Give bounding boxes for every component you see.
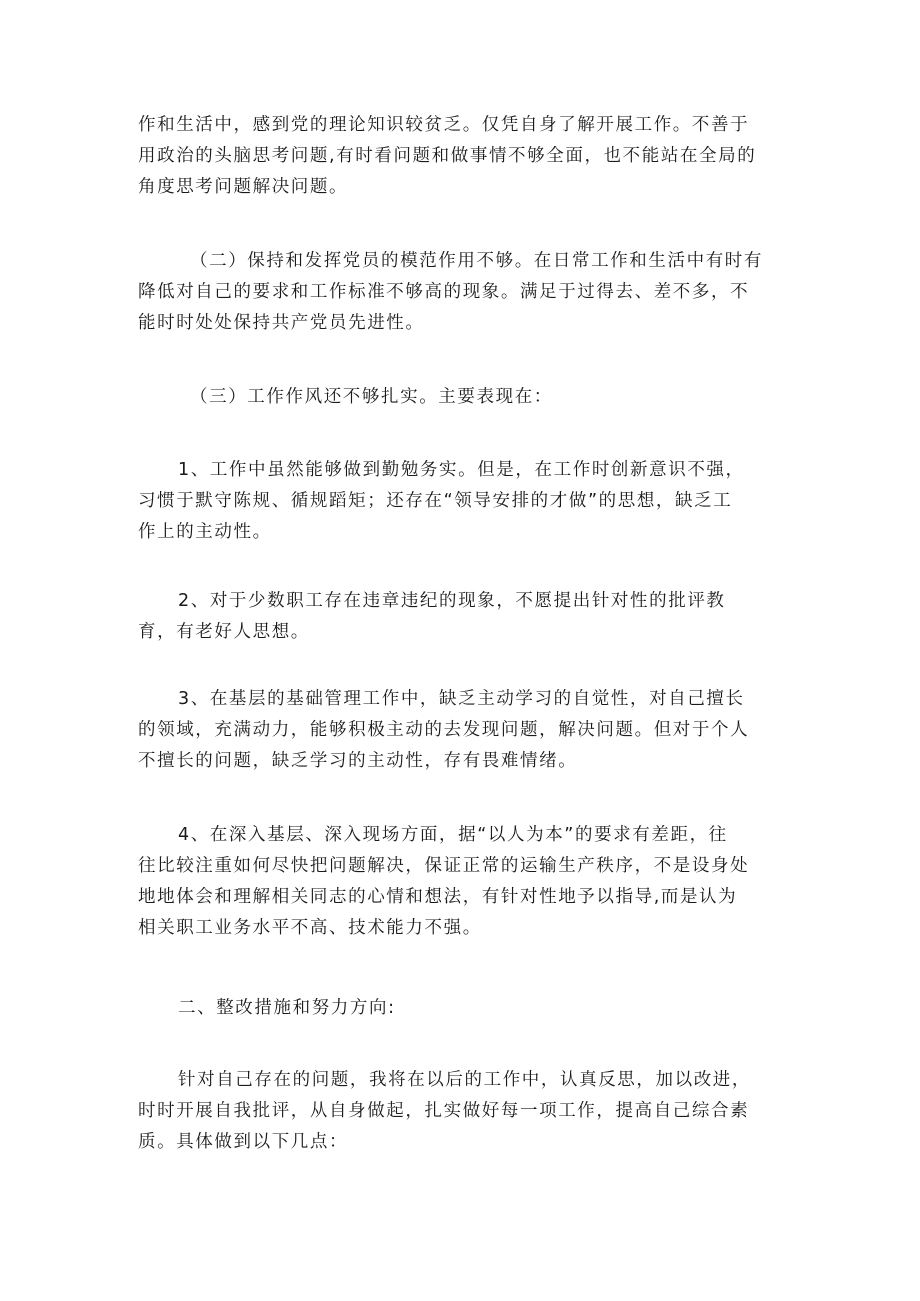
paragraph-line: 2、对于少数职工存在违章违纪的现象，不愿提出针对性的批评教 (178, 591, 726, 611)
list-item-3 (138, 684, 788, 777)
paragraph-line: 针对自己存在的问题，我将在以后的工作中，认真反思，加以改进， (178, 1070, 751, 1090)
paragraph-line: （二）保持和发挥党员的模范作用不够。在日常工作和生活中有时有 (190, 251, 763, 271)
paragraph-line: 作和生活中，感到党的理论知识较贫乏。仅凭自身了解开展工作。不善于 (138, 115, 750, 135)
list-item-2 (138, 586, 788, 648)
paragraph-line: （三）工作作风还不够扎实。主要表现在： (190, 387, 553, 407)
list-item-4 (138, 820, 788, 944)
paragraph-theory-knowledge (138, 110, 788, 203)
paragraph-line: 3、在基层的基础管理工作中，缺乏主动学习的自觉性，对自己擅长 (178, 689, 745, 709)
paragraph-exemplary-role (138, 246, 788, 339)
paragraph-line: 能时时处处保持共产党员先进性。 (138, 313, 425, 333)
paragraph-line: 用政治的头脑思考问题,有时看问题和做事情不够全面，也不能站在全局的 (138, 146, 757, 166)
list-item-1 (138, 455, 788, 548)
paragraph-line: 相关职工业务水平不高、技术能力不强。 (138, 918, 482, 938)
paragraph-line: 往比较注重如何尽快把问题解决，保证正常的运输生产秩序，不是设身处 (138, 856, 750, 876)
paragraph-line: 地地体会和理解相关同志的心情和想法，有针对性地予以指导,而是认为 (138, 887, 738, 907)
heading-rectification-measures (138, 993, 788, 1024)
paragraph-line: 质。具体做到以下几点： (138, 1132, 349, 1152)
paragraph-line: 不擅长的问题，缺乏学习的主动性，存有畏难情绪。 (138, 751, 578, 771)
paragraph-line: 育，有老好人思想。 (138, 622, 310, 642)
paragraph-line: 作上的主动性。 (138, 522, 272, 542)
heading-work-style (138, 382, 788, 413)
paragraph-improvement-plan (138, 1065, 788, 1158)
paragraph-line: 降低对自己的要求和工作标准不够高的现象。满足于过得去、差不多，不 (138, 282, 750, 302)
paragraph-line: 角度思考问题解决问题。 (138, 177, 349, 197)
paragraph-line: 二、整改措施和努力方向: (178, 998, 396, 1018)
paragraph-line: 时时开展自我批评，从自身做起，扎实做好每一项工作，提高自己综合素 (138, 1101, 750, 1121)
paragraph-line: 4、在深入基层、深入现场方面，据“以人为本”的要求有差距，往 (178, 825, 728, 845)
paragraph-line: 习惯于默守陈规、循规蹈矩；还存在“领导安排的才做”的思想，缺乏工 (138, 491, 733, 511)
paragraph-line: 1、工作中虽然能够做到勤勉务实。但是，在工作时创新意识不强， (178, 460, 745, 480)
paragraph-line: 的领域，充满动力，能够积极主动的去发现问题，解决问题。但对于个人 (138, 720, 750, 740)
